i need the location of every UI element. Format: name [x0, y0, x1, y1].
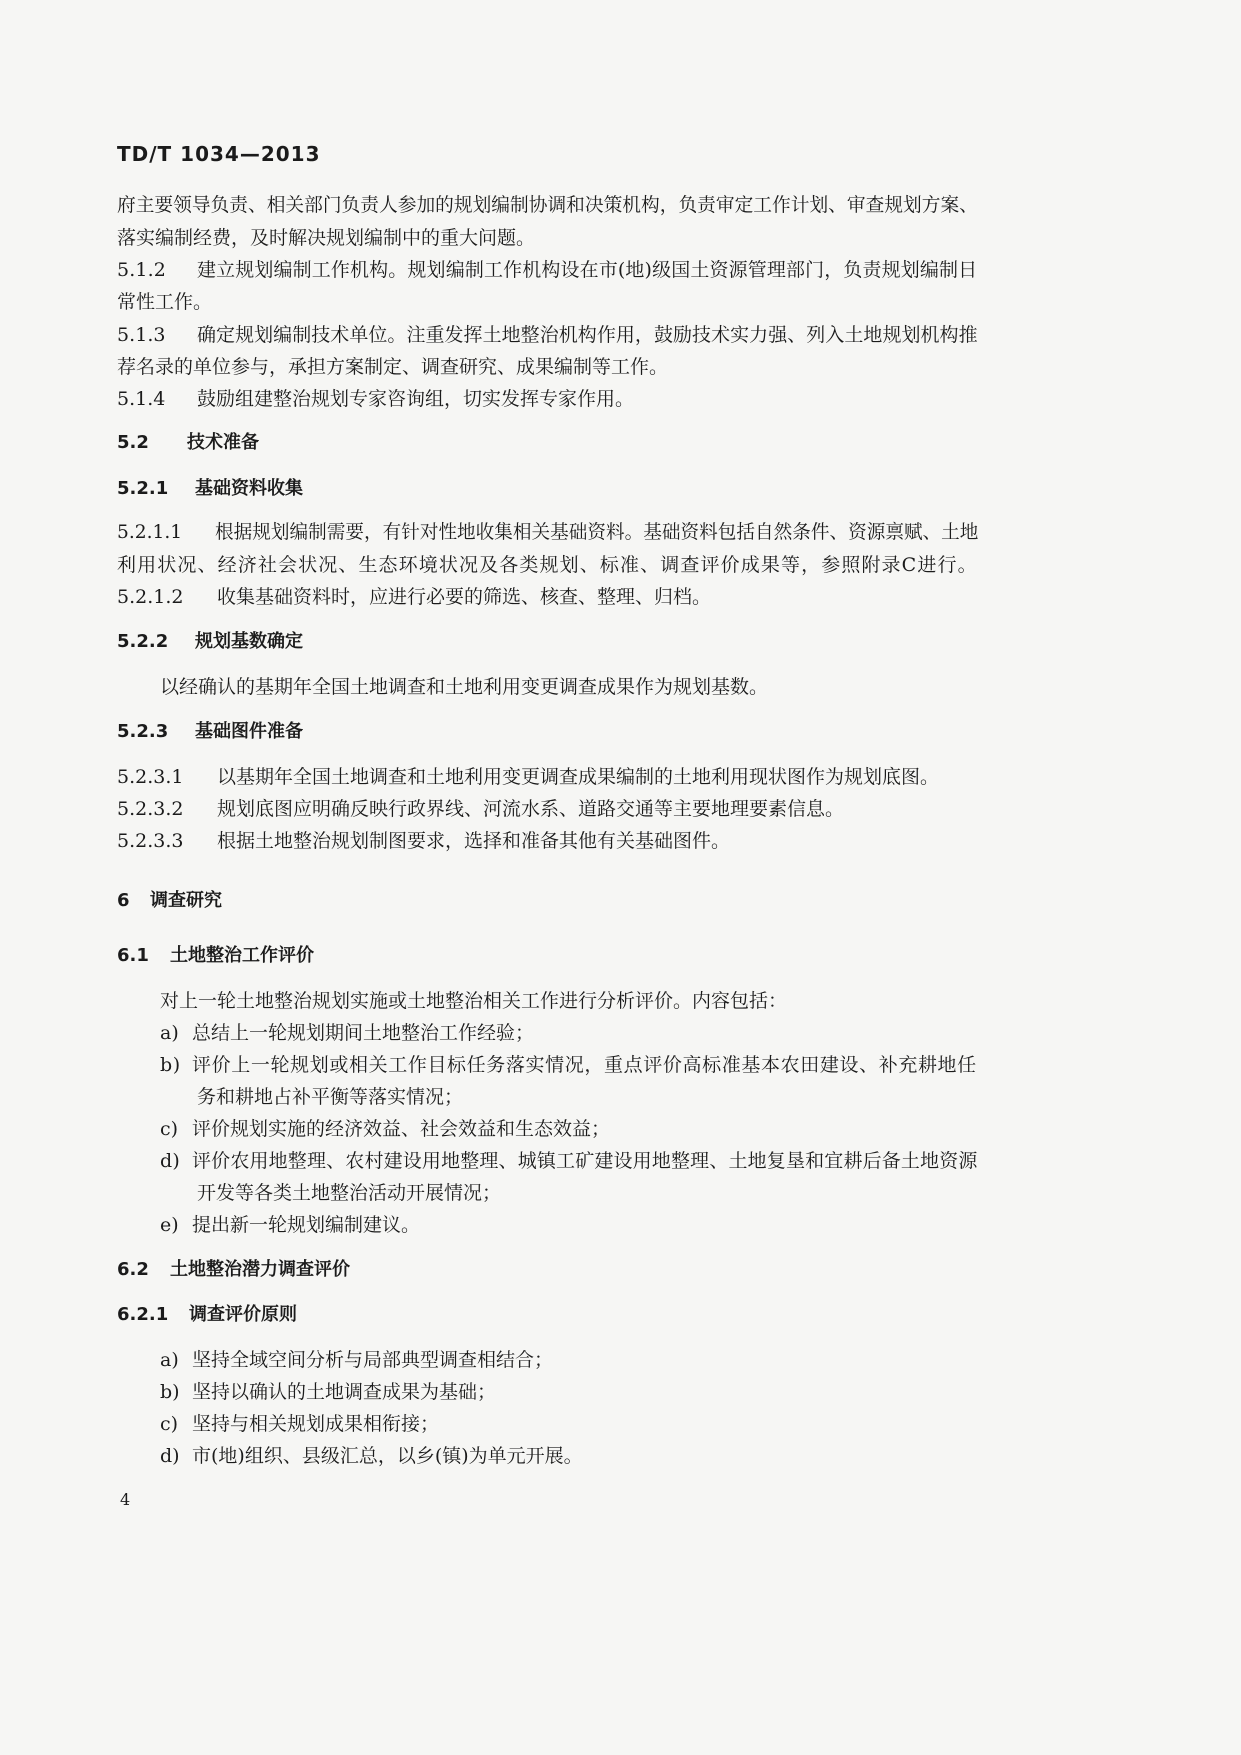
heading-6: 6 调查研究	[117, 890, 222, 911]
heading-6-2: 6.2 土地整治潜力调查评价	[117, 1259, 350, 1280]
clause-5-1-2: 5.1.2 建立规划编制工作机构。规划编制工作机构设在市(地)级国土资源管理部门，负责规划编制日	[117, 259, 978, 281]
list-item: c) 评价规划实施的经济效益、社会效益和生态效益；	[160, 1118, 611, 1140]
clause-5-2-1-1: 5.2.1.1 根据规划编制需要，有针对性地收集相关基础资料。基础资料包括自然条件、资源禀赋、土地	[117, 521, 979, 543]
heading-6-2-1: 6.2.1 调查评价原则	[117, 1304, 297, 1325]
heading-5-2-3: 5.2.3 基础图件准备	[117, 721, 303, 742]
list-item: c) 坚持与相关规划成果相衔接；	[160, 1413, 440, 1435]
heading-number: 6	[117, 890, 130, 911]
list-item: a) 坚持全域空间分析与局部典型调查相结合；	[160, 1349, 554, 1371]
list-item: a) 总结上一轮规划期间土地整治工作经验；	[160, 1022, 535, 1044]
heading-number: 5.2	[117, 432, 149, 453]
list-marker: d)	[160, 1150, 180, 1172]
paragraph-line: 落实编制经费，及时解决规划编制中的重大问题。	[117, 227, 536, 249]
heading-number: 6.2.1	[117, 1304, 169, 1325]
heading-5-2-2: 5.2.2 规划基数确定	[117, 631, 303, 652]
list-item: d) 评价农用地整理、农村建设用地整理、城镇工矿建设用地整理、土地复垦和宜耕后备土地资源	[160, 1150, 978, 1172]
clause-5-2-3-2: 5.2.3.2 规划底图应明确反映行政界线、河流水系、道路交通等主要地理要素信息。	[117, 798, 845, 820]
paragraph-line: 府主要领导负责、相关部门负责人参加的规划编制协调和决策机构，负责审定工作计划、审查规划方案、	[117, 194, 978, 216]
page-number: 4	[120, 1490, 131, 1509]
paragraph-line: 以经确认的基期年全国土地调查和土地利用变更调查成果作为规划基数。	[160, 676, 769, 698]
list-item: b) 评价上一轮规划或相关工作目标任务落实情况，重点评价高标准基本农田建设、补充耕地任	[160, 1054, 977, 1076]
list-marker: c)	[160, 1118, 179, 1140]
heading-number: 6.2	[117, 1259, 149, 1280]
paragraph-line: 利用状况、经济社会状况、生态环境状况及各类规划、标准、调查评价成果等，参照附录C进行。	[117, 554, 978, 576]
clause-number: 5.1.4	[117, 388, 166, 410]
heading-number: 5.2.3	[117, 721, 169, 742]
list-marker: a)	[160, 1022, 179, 1044]
list-marker: b)	[160, 1381, 180, 1403]
clause-5-2-3-3: 5.2.3.3 根据土地整治规划制图要求，选择和准备其他有关基础图件。	[117, 830, 731, 852]
list-item-continuation: 务和耕地占补平衡等落实情况；	[197, 1086, 464, 1108]
list-item-continuation: 开发等各类土地整治活动开展情况；	[197, 1182, 502, 1204]
paragraph-line: 对上一轮土地整治规划实施或土地整治相关工作进行分析评价。内容包括：	[160, 990, 788, 1012]
list-item: d) 市(地)组织、县级汇总，以乡(镇)为单元开展。	[160, 1445, 583, 1467]
clause-5-1-4: 5.1.4 鼓励组建整治规划专家咨询组，切实发挥专家作用。	[117, 388, 635, 410]
clause-number: 5.2.1.2	[117, 586, 184, 608]
paragraph-line: 荐名录的单位参与，承担方案制定、调查研究、成果编制等工作。	[117, 356, 669, 378]
list-marker: e)	[160, 1214, 179, 1236]
clause-number: 5.2.3.1	[117, 766, 184, 788]
heading-5-2: 5.2 技术准备	[117, 432, 259, 453]
list-item: e) 提出新一轮规划编制建议。	[160, 1214, 421, 1236]
list-item: b) 坚持以确认的土地调查成果为基础；	[160, 1381, 497, 1403]
list-marker: a)	[160, 1349, 179, 1371]
heading-6-1: 6.1 土地整治工作评价	[117, 945, 314, 966]
list-marker: c)	[160, 1413, 179, 1435]
heading-number: 5.2.2	[117, 631, 169, 652]
heading-number: 5.2.1	[117, 478, 169, 499]
paragraph-line: 常性工作。	[117, 291, 213, 313]
clause-number: 5.2.1.1	[117, 521, 183, 543]
clause-5-2-3-1: 5.2.3.1 以基期年全国土地调查和土地利用变更调查成果编制的土地利用现状图作为规划底图。	[117, 766, 940, 788]
clause-number: 5.2.3.2	[117, 798, 184, 820]
clause-5-1-3: 5.1.3 确定规划编制技术单位。注重发挥土地整治机构作用，鼓励技术实力强、列入土地规划机构推	[117, 324, 978, 346]
list-marker: b)	[160, 1054, 181, 1076]
list-marker: d)	[160, 1445, 180, 1467]
standard-number: TD/T 1034—2013	[117, 142, 321, 166]
clause-5-2-1-2: 5.2.1.2 收集基础资料时，应进行必要的筛选、核查、整理、归档。	[117, 586, 712, 608]
heading-5-2-1: 5.2.1 基础资料收集	[117, 478, 303, 499]
clause-number: 5.2.3.3	[117, 830, 184, 852]
heading-number: 6.1	[117, 945, 149, 966]
clause-number: 5.1.2	[117, 259, 166, 281]
clause-number: 5.1.3	[117, 324, 166, 346]
